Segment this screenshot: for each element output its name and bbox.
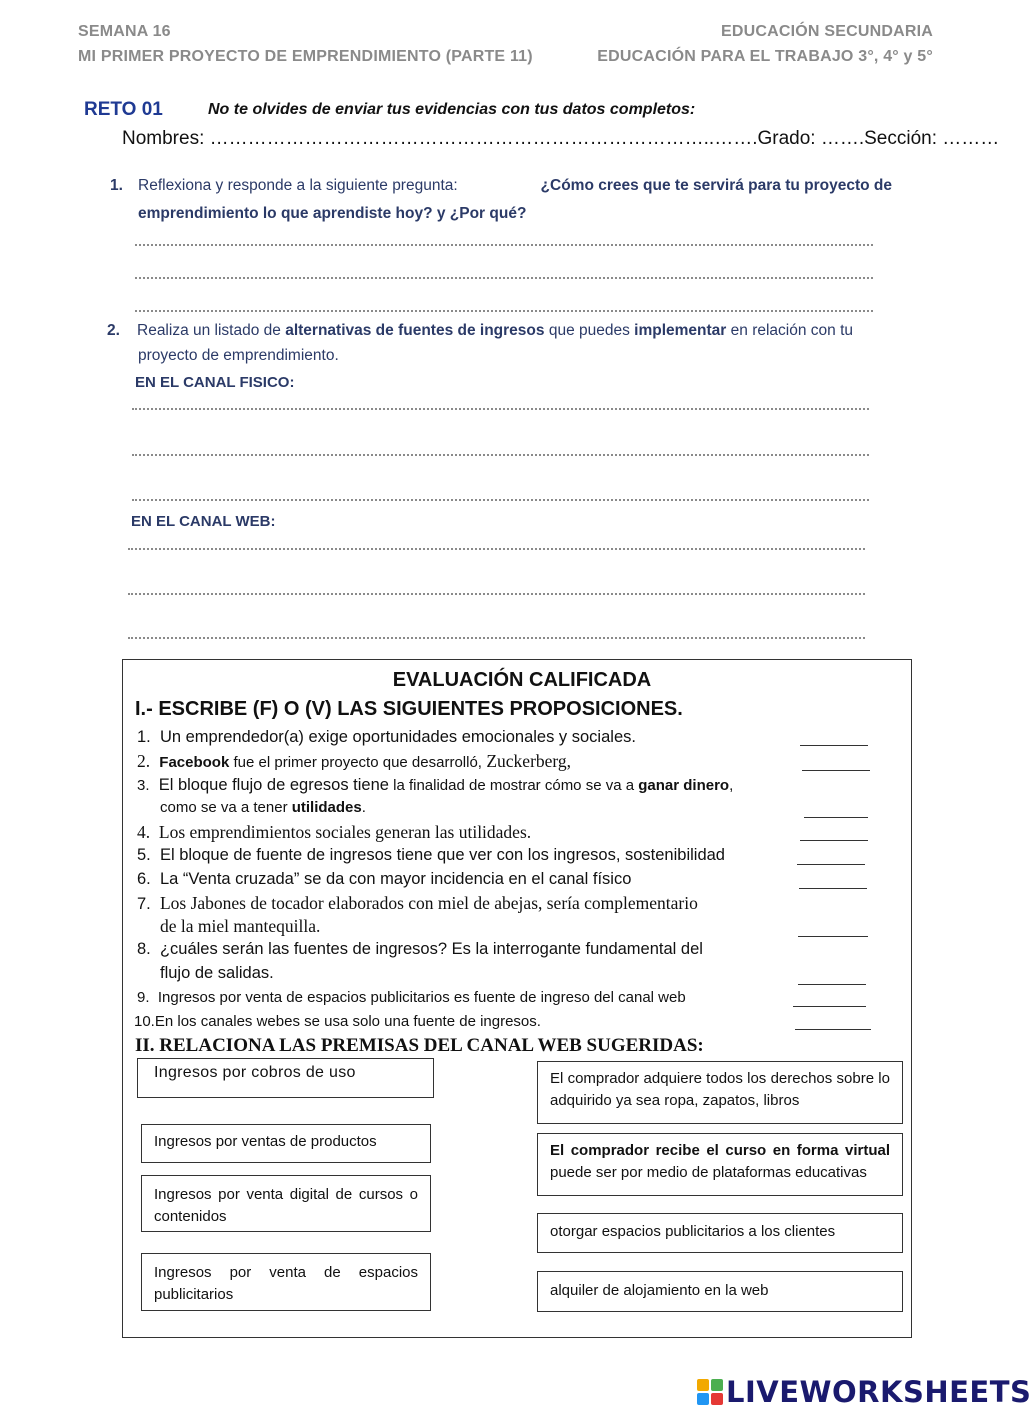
tf-answer-10[interactable]	[795, 1029, 871, 1030]
tf-item-2: 2. Facebook fue el primer proyecto que desarrolló, Zuckerberg,	[137, 751, 572, 771]
tf-item-5: 5. El bloque de fuente de ingresos tiene que ver con los ingresos, sostenibilidad	[137, 846, 725, 864]
header-subject: EDUCACIÓN PARA EL TRABAJO 3°, 4° y 5°	[597, 48, 933, 65]
canal-web-label: EN EL CANAL WEB:	[131, 513, 276, 530]
tf-answer-6[interactable]	[799, 888, 867, 889]
q1-line2: emprendimiento lo que aprendiste hoy? y ¿Por qué?	[138, 205, 527, 222]
liveworksheets-brand: LIVEWORKSHEETS	[726, 1375, 1031, 1409]
match-right-1[interactable]: El comprador adquiere todos los derechos sobre lo adquirido ya sea ropa, zapatos, libros	[537, 1061, 903, 1124]
match-left-4[interactable]: Ingresos por venta de espacios publicitarios	[141, 1253, 431, 1311]
q1-text: Reflexiona y responde a la siguiente pregunta:	[138, 177, 458, 194]
liveworksheets-icon	[697, 1379, 723, 1405]
match-left-1[interactable]: Ingresos por cobros de uso	[137, 1058, 434, 1098]
tf-item-10: 10.En los canales webes se usa solo una fuente de ingresos.	[134, 1013, 541, 1030]
tf-item-6: 6. La “Venta cruzada” se da con mayor incidencia en el canal físico	[137, 870, 632, 888]
header-week: SEMANA 16	[78, 23, 171, 40]
tf-answer-9[interactable]	[793, 1006, 866, 1007]
q2-number: 2.	[107, 322, 120, 339]
tf-item-8: 8. ¿cuáles serán las fuentes de ingresos? Es la interrogante fundamental del	[137, 940, 703, 958]
tf-item-7: 7. Los Jabones de tocador elaborados con miel de abejas, sería complementario	[137, 893, 698, 913]
answer-line[interactable]	[132, 454, 869, 456]
tf-item-4: 4. Los emprendimientos sociales generan las utilidades.	[137, 822, 532, 842]
tf-item-9: 9. Ingresos por venta de espacios publicitarios es fuente de ingreso del canal web	[137, 989, 686, 1006]
tf-answer-3[interactable]	[804, 817, 868, 818]
reto-label: RETO 01	[84, 99, 163, 120]
header-project-title: MI PRIMER PROYECTO DE EMPRENDIMIENTO (PARTE 11)	[78, 48, 533, 65]
header-level: EDUCACIÓN SECUNDARIA	[720, 23, 933, 40]
answer-line[interactable]	[135, 310, 873, 312]
names-line[interactable]: Nombres: ……………………………………………………………………..…….Grado: …….Sección: ………	[122, 128, 1000, 149]
tf-item-3: 3. El bloque flujo de egresos tiene la finalidad de mostrar cómo se va a ganar dinero,	[137, 776, 734, 794]
evaluation-title: EVALUACIÓN CALIFICADA	[392, 669, 652, 691]
tf-answer-8[interactable]	[798, 984, 866, 985]
canal-fisico-label: EN EL CANAL FISICO:	[135, 374, 295, 391]
q2-line2: proyecto de emprendimiento.	[138, 347, 339, 364]
tf-answer-1[interactable]	[800, 745, 868, 746]
section1-heading: I.- ESCRIBE (F) O (V) LAS SIGUIENTES PROPOSICIONES.	[135, 698, 683, 720]
reto-note: No te olvides de enviar tus evidencias con tus datos completos:	[208, 101, 696, 118]
q2-line1: Realiza un listado de alternativas de fuentes de ingresos que puedes implementar en relación con tu	[137, 322, 854, 339]
tf-answer-5[interactable]	[797, 864, 865, 865]
liveworksheets-logo[interactable]	[697, 1375, 1031, 1409]
answer-line[interactable]	[135, 277, 873, 279]
answer-line[interactable]	[128, 593, 865, 595]
tf-answer-4[interactable]	[800, 840, 868, 841]
match-right-4[interactable]: alquiler de alojamiento en la web	[537, 1271, 903, 1312]
answer-line[interactable]	[132, 499, 869, 501]
answer-line[interactable]	[128, 548, 865, 550]
answer-line[interactable]	[132, 408, 869, 410]
tf-item-7-line2: de la miel mantequilla.	[160, 916, 321, 936]
match-left-3[interactable]: Ingresos por venta digital de cursos o contenidos	[141, 1175, 431, 1232]
match-right-2[interactable]: El comprador recibe el curso en forma virtual puede ser por medio de plataformas educativas	[537, 1133, 903, 1196]
answer-line[interactable]	[135, 244, 873, 246]
match-right-3[interactable]: otorgar espacios publicitarios a los clientes	[537, 1213, 903, 1253]
tf-item-3-line2: como se va a tener utilidades.	[160, 799, 366, 816]
q1-question: ¿Cómo crees que te servirá para tu proyecto de	[540, 177, 892, 194]
tf-answer-2[interactable]	[802, 770, 870, 771]
match-left-2[interactable]: Ingresos por ventas de productos	[141, 1124, 431, 1163]
tf-answer-7[interactable]	[798, 936, 868, 937]
tf-item-1: 1. Un emprendedor(a) exige oportunidades emocionales y sociales.	[137, 728, 636, 746]
q1-number: 1.	[110, 177, 123, 194]
section2-heading: II. RELACIONA LAS PREMISAS DEL CANAL WEB SUGERIDAS:	[135, 1035, 704, 1056]
tf-item-8-line2: flujo de salidas.	[160, 964, 274, 982]
answer-line[interactable]	[128, 637, 865, 639]
q1-line1	[138, 177, 892, 195]
